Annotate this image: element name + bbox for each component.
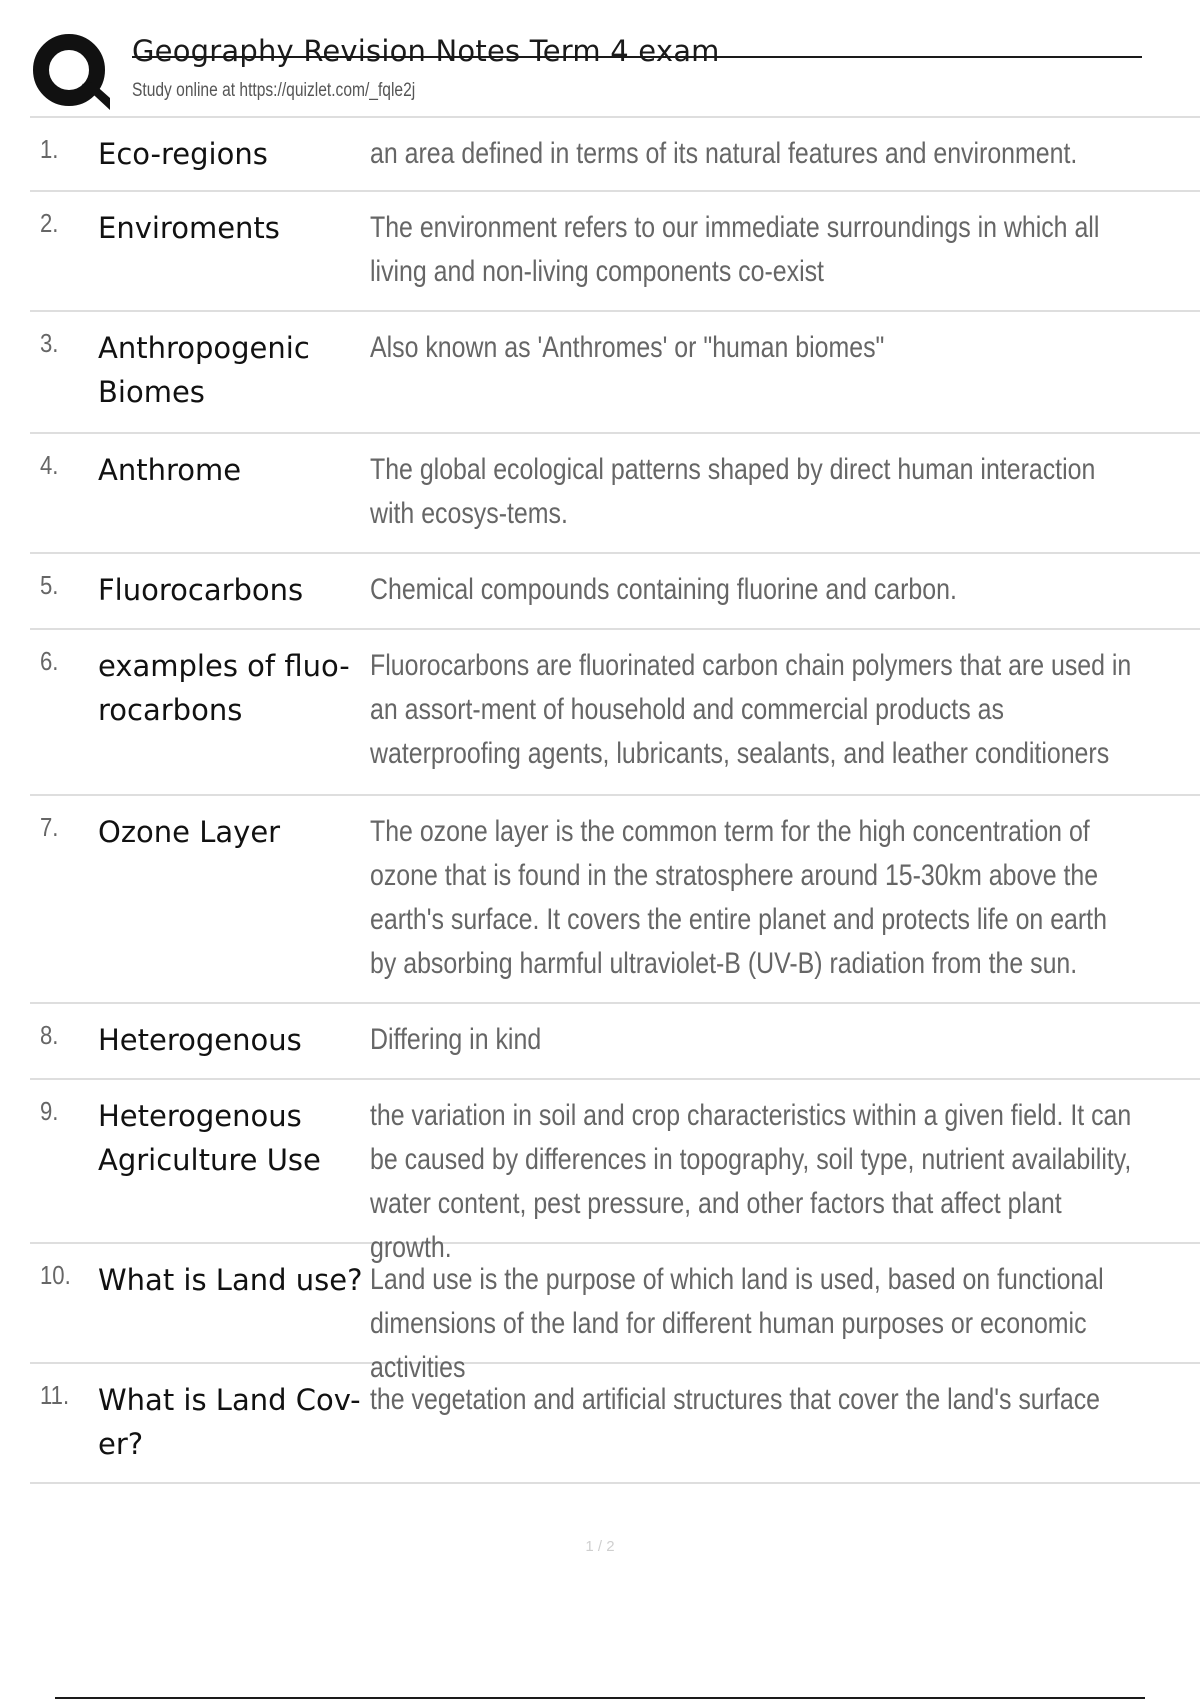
term-row bbox=[30, 630, 1200, 796]
term-number: 1. bbox=[40, 134, 59, 164]
term-definition: The environment refers to our immediate surroundings in which all living and non-living components co-exist bbox=[370, 211, 1100, 288]
study-online-link[interactable]: Study online at https://quizlet.com/_fqle2j bbox=[132, 80, 416, 101]
term-definition: the vegetation and artificial structures that cover the land's surface bbox=[370, 1383, 1101, 1416]
term-number: 5. bbox=[40, 570, 59, 600]
term-label: Heterogenous Agriculture Use bbox=[98, 1099, 321, 1177]
term-number: 10. bbox=[40, 1260, 71, 1290]
term-label: What is Land Cov-er? bbox=[98, 1383, 361, 1461]
term-row bbox=[30, 312, 1200, 434]
term-label: Heterogenous bbox=[98, 1023, 302, 1057]
term-row bbox=[30, 1364, 1200, 1484]
term-label: examples of fluo-rocarbons bbox=[98, 649, 350, 727]
term-number: 11. bbox=[40, 1380, 70, 1410]
term-label: What is Land use? bbox=[98, 1263, 363, 1297]
term-row bbox=[30, 1080, 1200, 1264]
quizlet-q-logo-icon bbox=[32, 32, 112, 112]
page-title: Geography Revision Notes Term 4 exam bbox=[132, 34, 720, 68]
term-row bbox=[30, 118, 1200, 192]
term-row bbox=[30, 554, 1200, 630]
term-label: Fluorocarbons bbox=[98, 573, 304, 607]
page-number: 1 / 2 bbox=[585, 1538, 615, 1555]
term-row bbox=[30, 192, 1200, 312]
term-number: 9. bbox=[40, 1096, 59, 1126]
terms-list bbox=[30, 116, 1200, 1484]
term-definition: Also known as 'Anthromes' or "human biomes" bbox=[370, 331, 885, 364]
term-definition: The global ecological patterns shaped by direct human interaction with ecosys-tems. bbox=[370, 453, 1096, 530]
term-row bbox=[30, 796, 1200, 1004]
term-label: Anthropogenic Biomes bbox=[98, 331, 310, 409]
term-number: 2. bbox=[40, 208, 59, 238]
term-definition: Chemical compounds containing fluorine and carbon. bbox=[370, 573, 957, 606]
term-label: Eco-regions bbox=[98, 137, 268, 171]
term-row bbox=[30, 1244, 1200, 1384]
term-definition: Land use is the purpose of which land is used, based on functional dimensions of the land for different human purposes or economic activities bbox=[370, 1263, 1104, 1384]
term-number: 3. bbox=[40, 328, 59, 358]
term-row bbox=[30, 434, 1200, 554]
term-row bbox=[30, 1004, 1200, 1080]
term-number: 6. bbox=[40, 646, 59, 676]
term-definition: an area defined in terms of its natural features and environment. bbox=[370, 137, 1078, 170]
term-definition: Differing in kind bbox=[370, 1023, 542, 1056]
bottom-rule bbox=[55, 1697, 1145, 1699]
term-number: 8. bbox=[40, 1020, 59, 1050]
term-number: 7. bbox=[40, 812, 59, 842]
term-label: Enviroments bbox=[98, 211, 280, 245]
term-definition: Fluorocarbons are fluorinated carbon chain polymers that are used in an assort-ment of household and commercial products as waterproofing agents, lubricants, sealants, and leather conditioners bbox=[370, 649, 1132, 770]
term-number: 4. bbox=[40, 450, 59, 480]
term-label: Ozone Layer bbox=[98, 815, 281, 849]
document-header bbox=[32, 30, 1142, 116]
term-definition: the variation in soil and crop characteristics within a given field. It can be caused by differences in topography, soil type, nutrient availability, water content, pest pressure, and other factors that affect plant growth. bbox=[370, 1099, 1132, 1264]
term-label: Anthrome bbox=[98, 453, 242, 487]
term-definition: The ozone layer is the common term for the high concentration of ozone that is found in the stratosphere around 15-30km above the earth's surface. It covers the entire planet and protects life on earth by absorbing harmful ultraviolet-B (UV-B) radiation from the sun. bbox=[370, 815, 1107, 980]
